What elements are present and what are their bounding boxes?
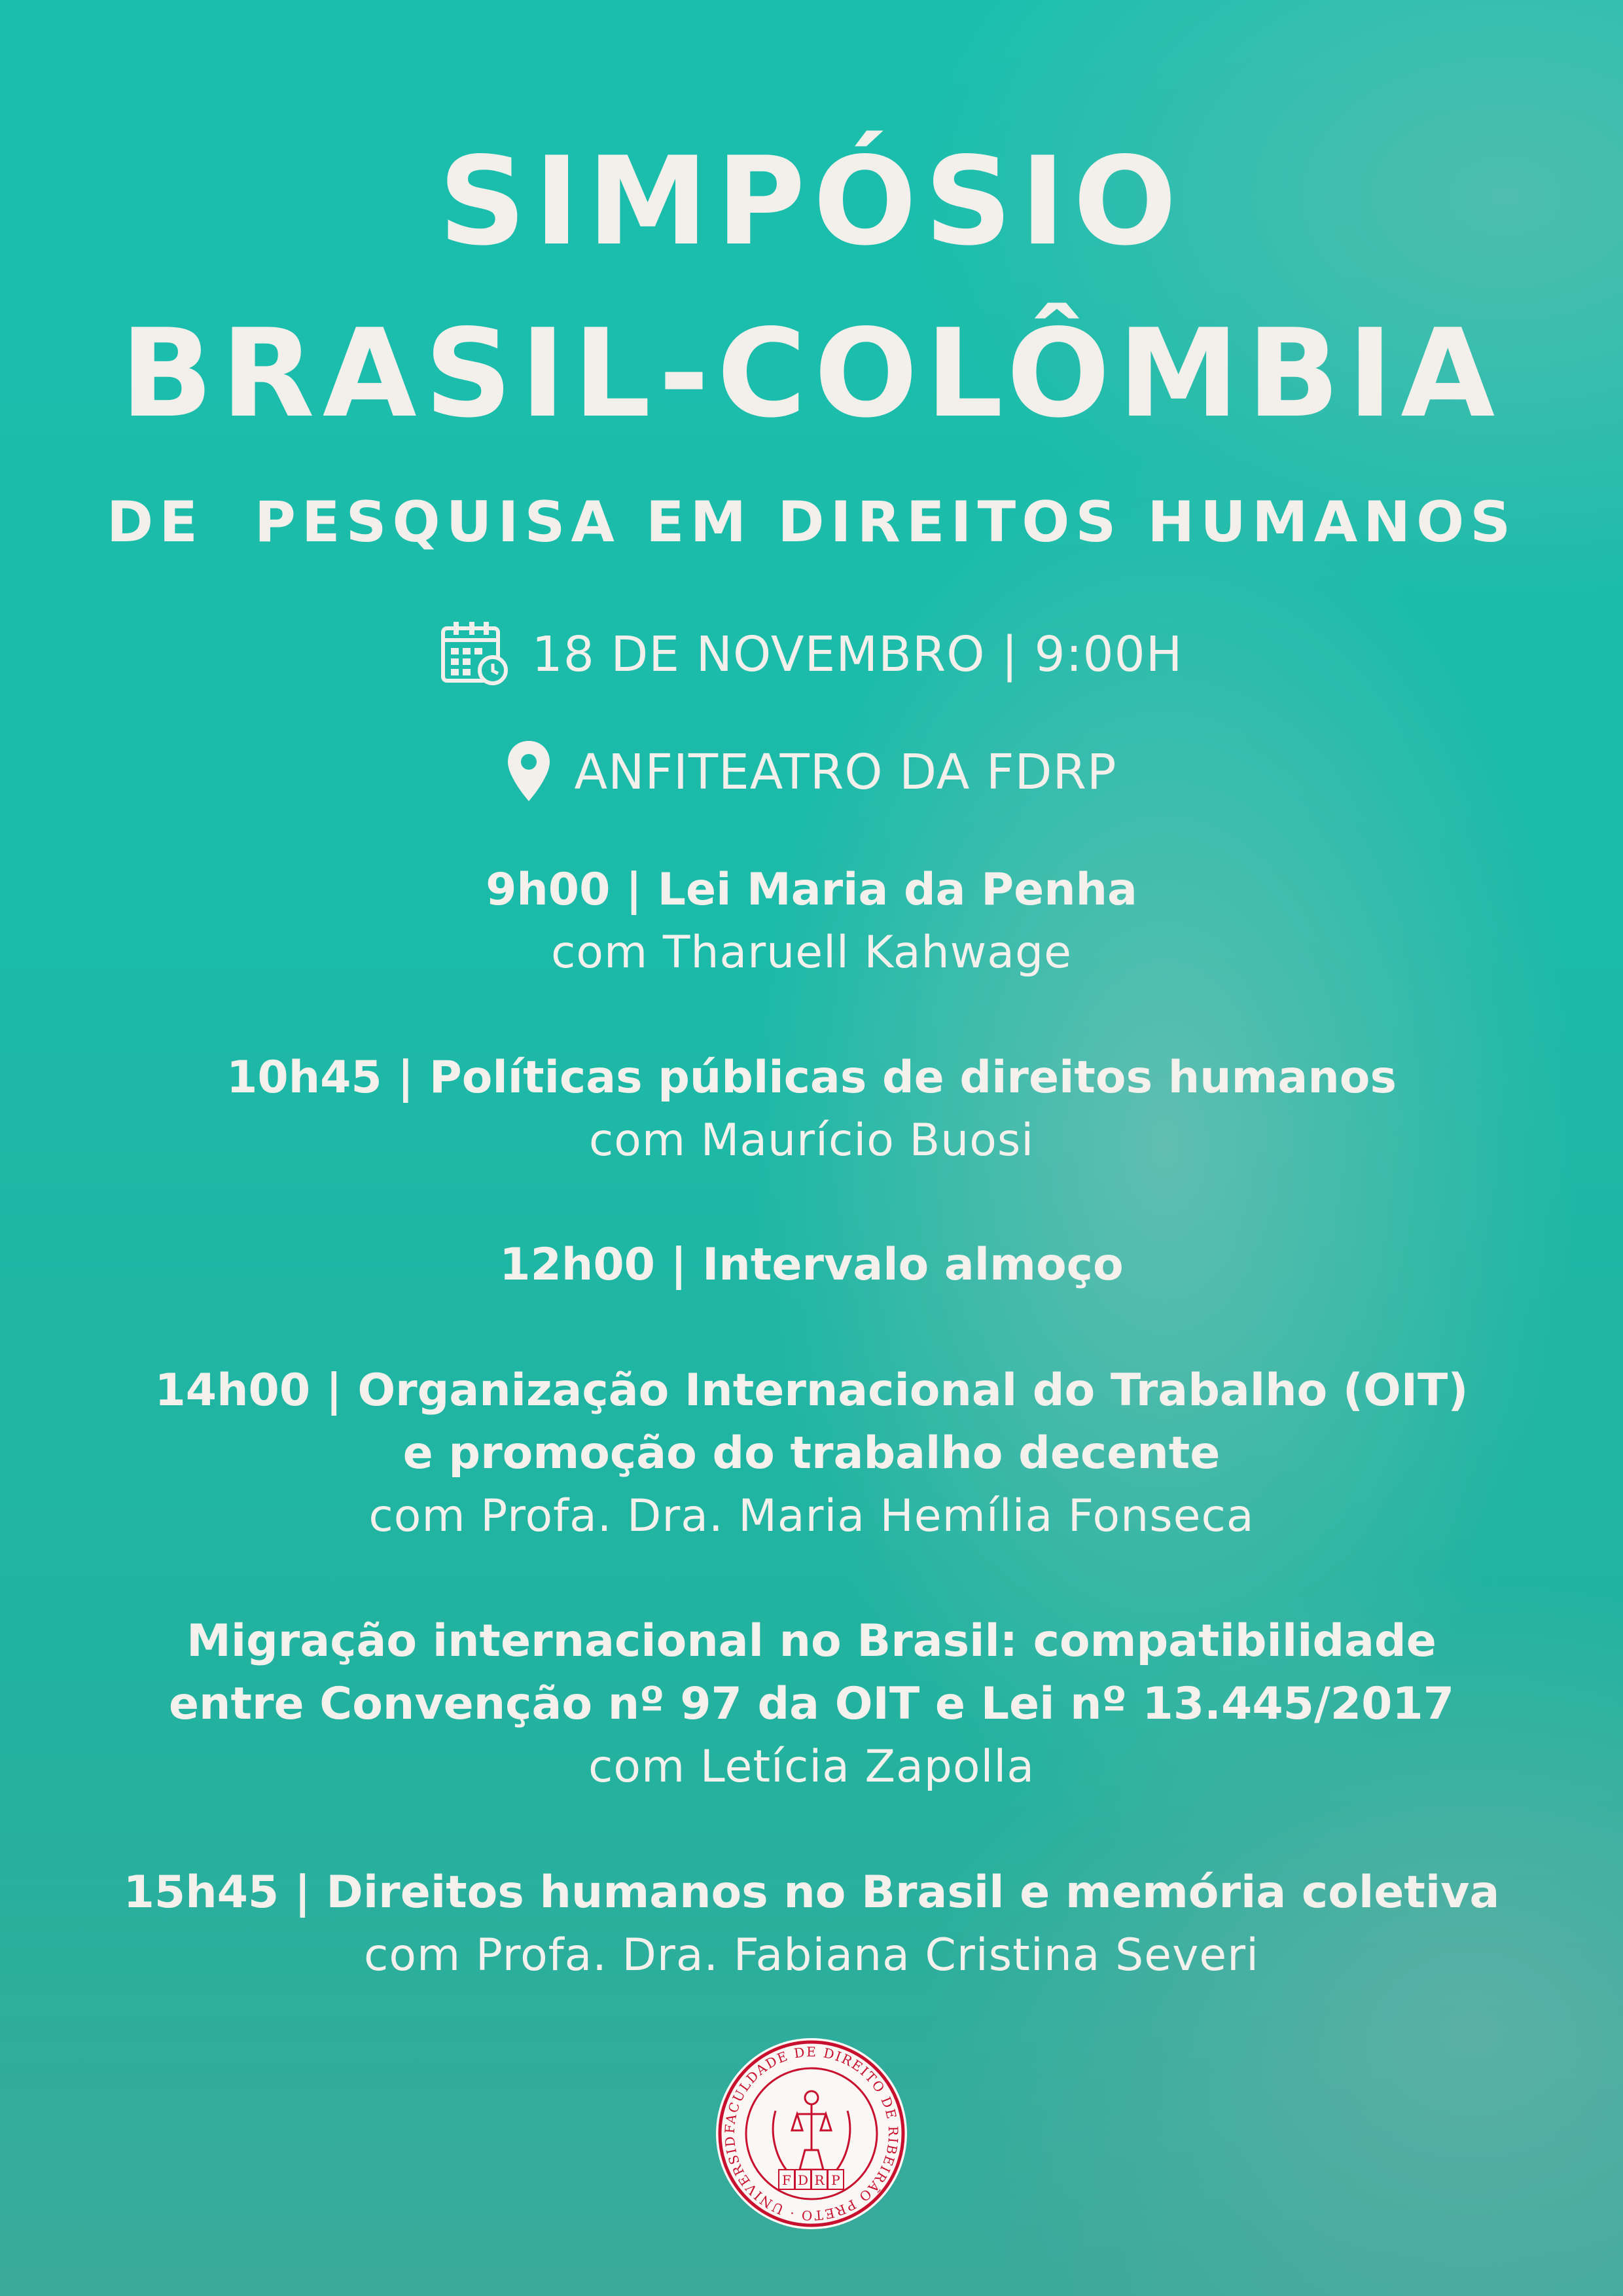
seal-ring-text: FACULDADE DE DIREITO DE RIBEIRÃO PRETO · UNIVERSID (721, 2043, 902, 2224)
schedule-item (0, 1359, 1623, 1548)
session-title: 12h00 | Intervalo almoço (499, 1239, 1124, 1291)
session-title-continued: entre Convenção nº 97 da OIT e Lei nº 13.445/2017 (168, 1678, 1455, 1730)
fdrp-seal-logo (713, 2036, 910, 2232)
title-line-2: BRASIL-COLÔMBIA (120, 302, 1503, 444)
session-title: 14h00 | Organização Internacional do Trabalho (OIT) (154, 1365, 1469, 1416)
map-pin-icon (506, 740, 552, 806)
schedule-item (0, 1234, 1623, 1297)
svg-text:F: F (782, 2172, 791, 2188)
session-speaker: com Profa. Dra. Fabiana Cristina Severi (363, 1929, 1260, 1981)
title-line-1: SIMPÓSIO (438, 130, 1185, 272)
svg-text:P: P (831, 2172, 840, 2188)
location-text: ANFITEATRO DA FDRP (574, 744, 1117, 800)
session-title: 9h00 | Lei Maria da Penha (486, 864, 1137, 916)
session-title: Migração internacional no Brasil: compatibilidade (187, 1615, 1436, 1667)
session-speaker: com Letícia Zapolla (588, 1741, 1035, 1793)
date-text: 18 DE NOVEMBRO | 9:00H (531, 626, 1183, 683)
session-speaker: com Tharuell Kahwage (551, 927, 1072, 978)
subtitle: DE PESQUISA EM DIREITOS HUMANOS (106, 490, 1517, 555)
schedule-item (0, 1610, 1623, 1799)
session-speaker: com Profa. Dra. Maria Hemília Fonseca (368, 1490, 1255, 1542)
svg-text:D: D (797, 2172, 809, 2188)
session-title: 10h45 | Políticas públicas de direitos humanos (226, 1052, 1397, 1103)
session-title-continued: e promoção do trabalho decente (402, 1427, 1221, 1479)
schedule-item (0, 1861, 1623, 1987)
calendar-clock-icon (440, 620, 510, 689)
date-row (0, 615, 1623, 694)
svg-text:R: R (814, 2172, 825, 2188)
location-row (0, 733, 1623, 812)
schedule-item (0, 859, 1623, 984)
schedule-item (0, 1047, 1623, 1172)
session-speaker: com Maurício Buosi (588, 1115, 1035, 1166)
session-title: 15h45 | Direitos humanos no Brasil e memória coletiva (123, 1867, 1500, 1918)
